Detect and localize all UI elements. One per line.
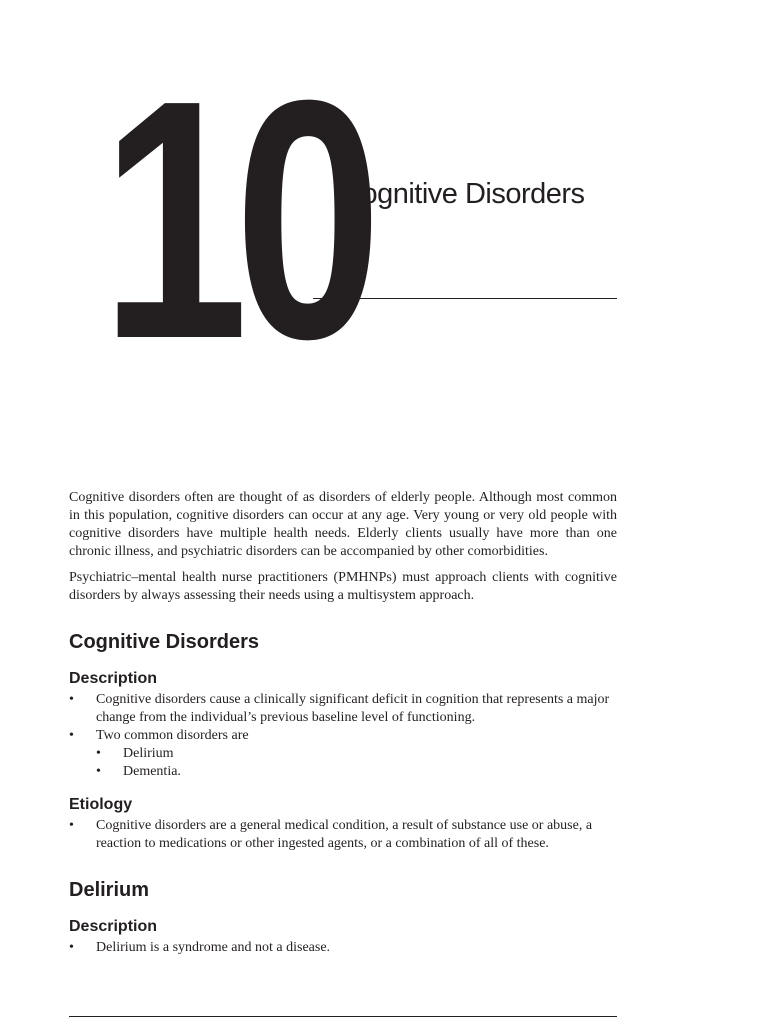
nested-list xyxy=(96,745,617,781)
intro-paragraph: Psychiatric–mental health nurse practitioners (PMHNPs) must approach clients with cognitive disorders by always assessing their needs using a multisystem approach. xyxy=(69,570,617,603)
footer-rule xyxy=(69,1016,617,1017)
delirium-description-list xyxy=(69,939,617,957)
nested-list-item: • Delirium xyxy=(96,745,617,763)
title-rule xyxy=(313,298,617,299)
intro-paragraph: Cognitive disorders often are thought of as disorders of elderly people. Although most common in this population, cognitive disorders can occur at any age. Very young or very old people with cognitive disorders have multiple health needs. Elderly clients usually have more than one chronic illness, and psychiatric disorders can be accompanied by other comorbidities. xyxy=(69,490,617,559)
subheading-description: Description xyxy=(69,670,158,687)
section-heading-delirium: Delirium xyxy=(69,879,150,901)
subheading-etiology: Etiology xyxy=(69,796,133,813)
description-list xyxy=(69,691,617,781)
page-content xyxy=(69,489,617,971)
list-item: • Cognitive disorders cause a clinically significant deficit in cognition that represents a major change from the individual’s previous baseline level of functioning. xyxy=(69,691,617,727)
nested-list-item: • Dementia. xyxy=(96,763,617,781)
section-heading-cognitive-disorders: Cognitive Disorders xyxy=(69,631,260,653)
chapter-number: 10 xyxy=(101,30,368,410)
list-item: • Cognitive disorders are a general medical condition, a result of substance use or abuse, a reaction to medications or other ingested agents, or a combination of all of these. xyxy=(69,817,617,853)
chapter-title: Cognitive Disorders xyxy=(341,178,585,210)
list-item xyxy=(69,727,617,781)
list-item: • Delirium is a syndrome and not a disease. xyxy=(69,939,617,957)
etiology-list xyxy=(69,817,617,853)
subheading-description: Description xyxy=(69,918,158,935)
list-item-text: Two common disorders are xyxy=(96,728,249,743)
